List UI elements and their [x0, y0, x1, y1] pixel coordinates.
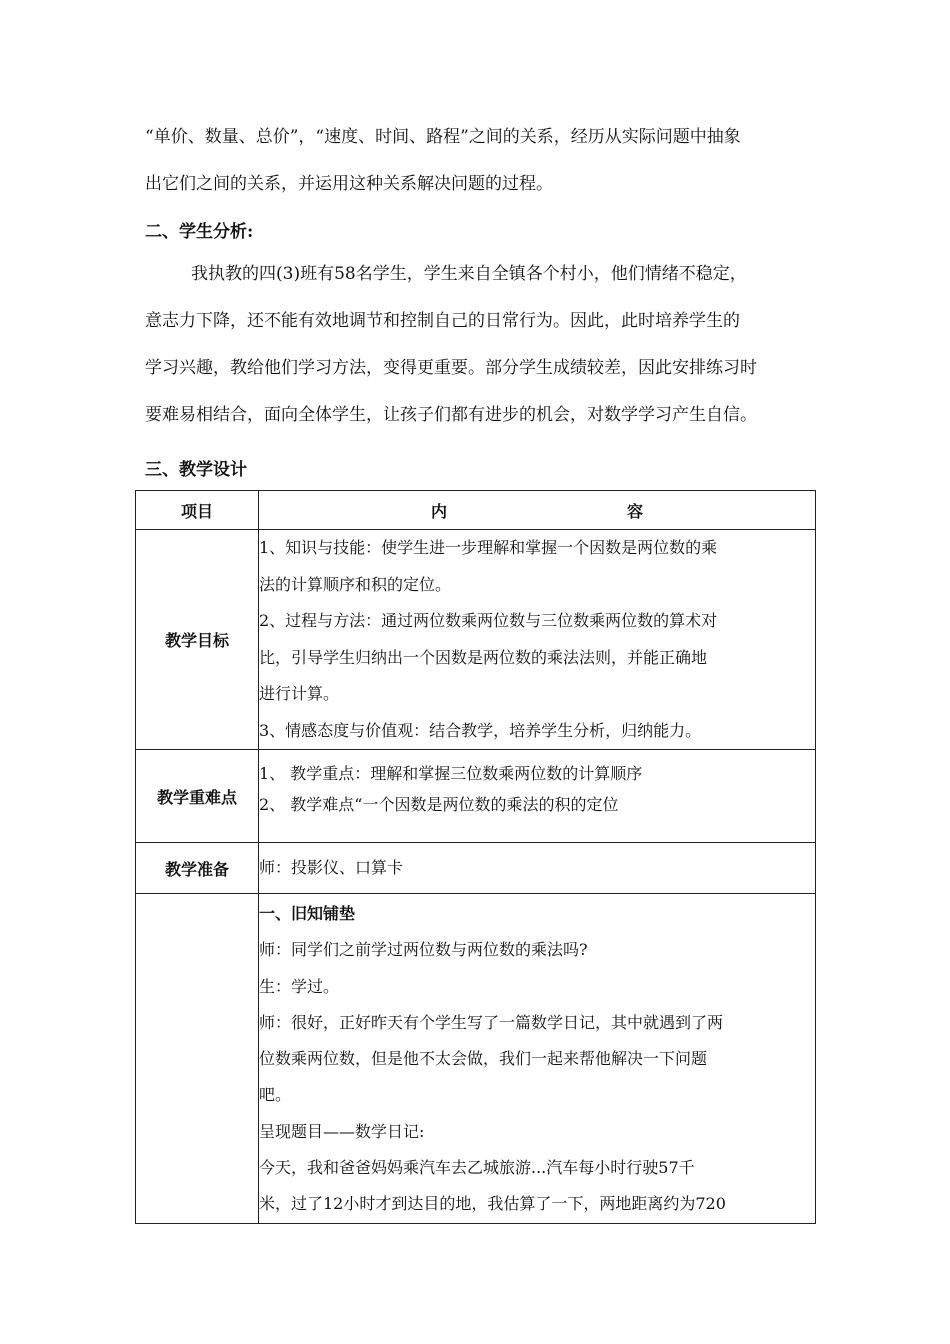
- key-points-label: 教学重难点: [136, 750, 259, 843]
- process-line: 师：很好，正好昨天有个学生写了一篇数学日记，其中就遇到了两: [259, 1012, 724, 1032]
- goals-line: 法的计算顺序和积的定位。: [259, 574, 452, 594]
- key-points-line: 1、 教学重点：理解和掌握三位数乘两位数的计算顺序: [259, 764, 643, 783]
- table-row-key-points: [136, 750, 816, 843]
- process-line: 位数乘两位数，但是他不太会做，我们一起来帮他解决一下问题: [259, 1049, 708, 1069]
- process-line: 今天，我和爸爸妈妈乘汽车去乙城旅游...汽车每小时行驶57千: [259, 1158, 695, 1178]
- header-content-a: 内: [430, 501, 447, 521]
- process-label: [136, 894, 259, 1224]
- intro-line-1: “单价、数量、总价”，“速度、时间、路程”之间的关系，经历从实际问题中抽象: [145, 127, 741, 147]
- goals-line: 比，引导学生归纳出一个因数是两位数的乘法法则，并能正确地: [259, 647, 708, 667]
- analysis-line-1: 我执教的四(3)班有58名学生，学生来自全镇各个村小，他们情绪不稳定，: [191, 264, 747, 284]
- process-content: [259, 894, 816, 1224]
- key-points-line: 2、 教学难点“一个因数是两位数的乘法的积的定位: [259, 795, 619, 814]
- process-line: 呈现题目——数学日记:: [259, 1121, 425, 1141]
- header-item-cell: 项目: [136, 491, 259, 530]
- header-content-b: 容: [627, 501, 644, 521]
- goals-label: 教学目标: [136, 530, 259, 750]
- analysis-line-4: 要难易相结合，面向全体学生，让孩子们都有进步的机会，对数学学习产生自信。: [145, 405, 757, 425]
- intro-line-2: 出它们之间的关系，并运用这种关系解决问题的过程。: [145, 174, 553, 194]
- process-line: 米，过了12小时才到达目的地，我估算了一下，两地距离约为720: [259, 1194, 726, 1214]
- header-content-cell: [259, 491, 816, 530]
- teaching-design-table: [135, 490, 816, 1224]
- process-title: 一、旧知铺垫: [259, 904, 356, 923]
- process-line: 吧。: [259, 1085, 292, 1105]
- intro-paragraph: [145, 118, 810, 203]
- table-row-goals: [136, 530, 816, 750]
- key-points-content: [259, 750, 816, 843]
- goals-line: 2、过程与方法：通过两位数乘两位数与三位数乘两位数的算术对: [259, 611, 718, 630]
- table-header-row: [136, 491, 816, 530]
- section2-heading: 二、学生分析:: [145, 222, 254, 242]
- goals-line: 1、知识与技能：使学生进一步理解和掌握一个因数是两位数的乘: [259, 538, 718, 557]
- table-row-process: [136, 894, 816, 1224]
- process-line: 师：同学们之前学过两位数与两位数的乘法吗?: [259, 940, 588, 960]
- analysis-line-2: 意志力下降，还不能有效地调节和控制自己的日常行为。因此，此时培养学生的: [145, 311, 740, 331]
- analysis-line-3: 学习兴趣，教给他们学习方法，变得更重要。部分学生成绩较差，因此安排练习时: [145, 358, 757, 378]
- table-row-preparation: [136, 843, 816, 894]
- section3-heading: 三、教学设计: [145, 460, 247, 480]
- goals-content: [259, 530, 816, 750]
- preparation-label: 教学准备: [136, 843, 259, 894]
- process-line: 生：学过。: [259, 976, 340, 996]
- goals-line: 进行计算。: [259, 684, 340, 703]
- preparation-content: 师：投影仪、口算卡: [259, 843, 816, 894]
- student-analysis-paragraph: [145, 255, 810, 434]
- goals-line: 3、情感态度与价值观：结合教学，培养学生分析，归纳能力。: [259, 720, 702, 740]
